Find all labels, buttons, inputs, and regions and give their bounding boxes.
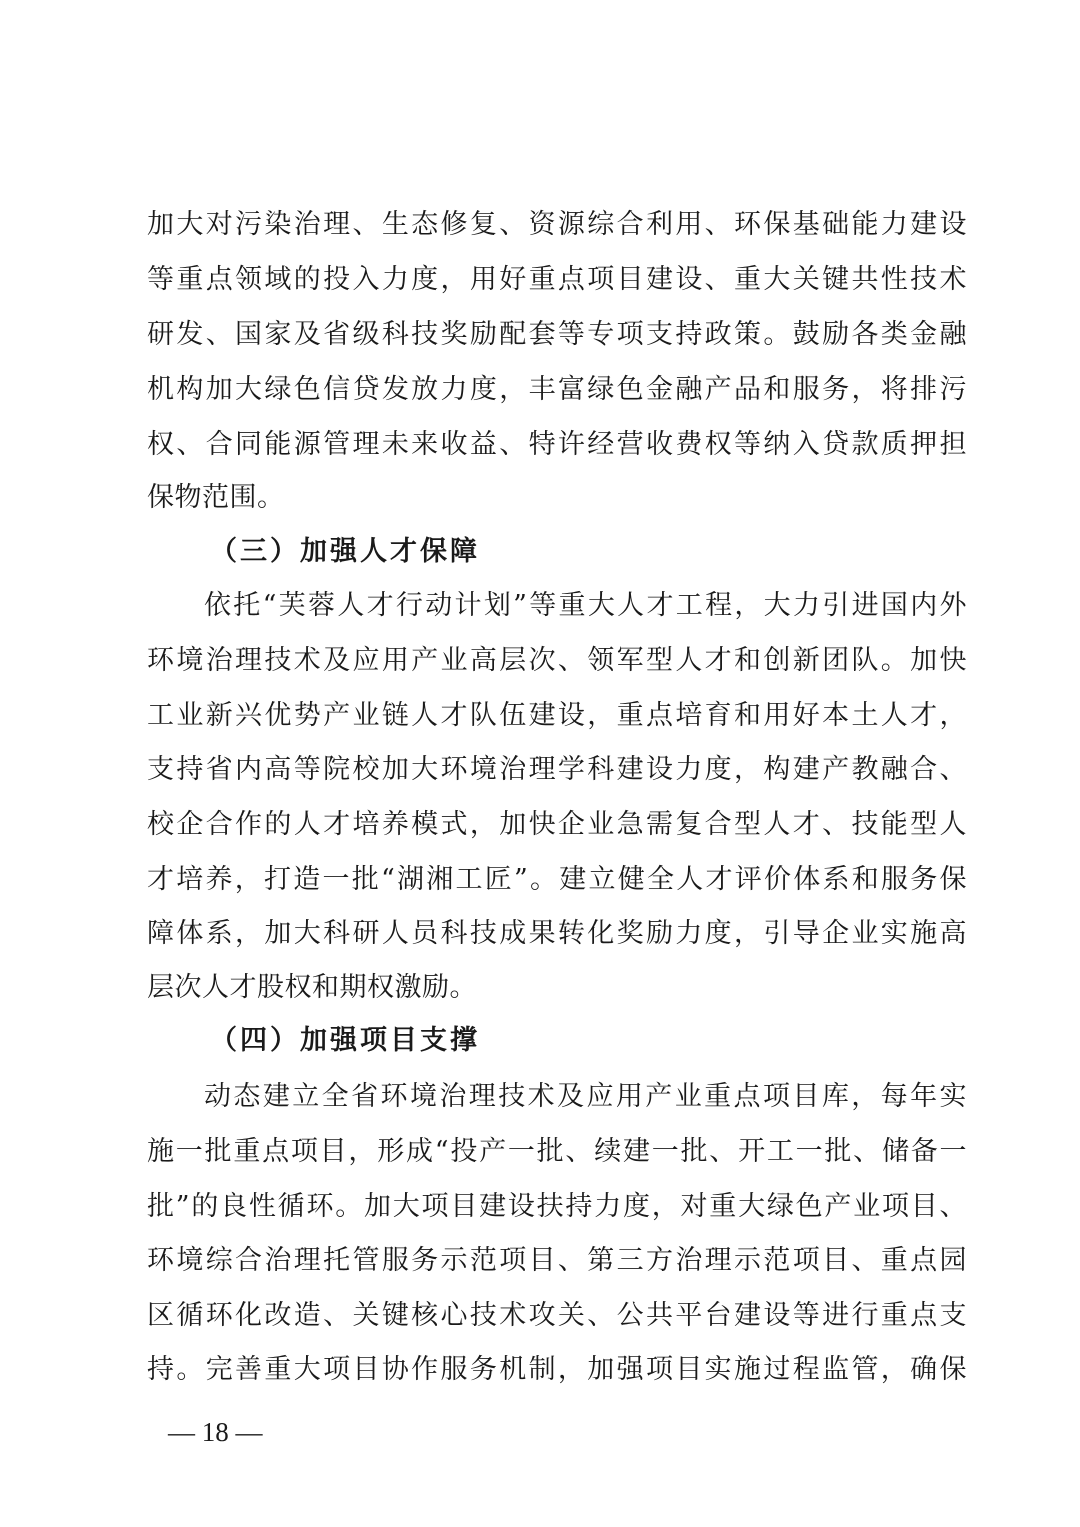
paragraph-line: 依托“芙蓉人才行动计划”等重大人才工程，大力引进国内外 [204, 590, 967, 621]
paragraph-line: 校企合作的人才培养模式，加快企业急需复合型人才、技能型人 [147, 809, 967, 840]
paragraph-line: 环境综合治理托管服务示范项目、第三方治理示范项目、重点园 [147, 1245, 967, 1276]
paragraph-line: 研发、国家及省级科技奖励配套等专项支持政策。鼓励各类金融 [147, 319, 967, 350]
paragraph-line: 机构加大绿色信贷发放力度，丰富绿色金融产品和服务，将排污 [147, 374, 967, 405]
paragraph-line: 障体系，加大科研人员科技成果转化奖励力度，引导企业实施高 [147, 918, 967, 949]
paragraph-line: 环境治理技术及应用产业高层次、领军型人才和创新团队。加快 [147, 645, 967, 676]
section-heading: （四）加强项目支撑 [210, 1025, 480, 1056]
paragraph-line: 工业新兴优势产业链人才队伍建设，重点培育和用好本土人才， [147, 700, 967, 731]
paragraph-line: 区循环化改造、关键核心技术攻关、公共平台建设等进行重点支 [147, 1300, 967, 1331]
paragraph-line: 加大对污染治理、生态修复、资源综合利用、环保基础能力建设 [147, 209, 967, 240]
paragraph-line: 等重点领域的投入力度，用好重点项目建设、重大关键共性技术 [147, 264, 967, 295]
paragraph-line: 持。完善重大项目协作服务机制，加强项目实施过程监管，确保 [147, 1354, 967, 1385]
paragraph-line: 层次人才股权和期权激励。 [147, 972, 477, 1003]
paragraph-line: 才培养，打造一批“湖湘工匠”。建立健全人才评价体系和服务保 [147, 864, 967, 895]
paragraph-line: 动态建立全省环境治理技术及应用产业重点项目库，每年实 [204, 1081, 967, 1112]
page-number: — 18 — [168, 1417, 263, 1447]
section-heading: （三）加强人才保障 [210, 536, 480, 567]
paragraph-line: 批”的良性循环。加大项目建设扶持力度，对重大绿色产业项目、 [147, 1191, 967, 1222]
paragraph-line: 支持省内高等院校加大环境治理学科建设力度，构建产教融合、 [147, 754, 967, 785]
paragraph-line: 施一批重点项目，形成“投产一批、续建一批、开工一批、储备一 [147, 1136, 967, 1167]
paragraph-line: 权、合同能源管理未来收益、特许经营收费权等纳入贷款质押担 [147, 429, 967, 460]
paragraph-line: 保物范围。 [147, 482, 285, 513]
